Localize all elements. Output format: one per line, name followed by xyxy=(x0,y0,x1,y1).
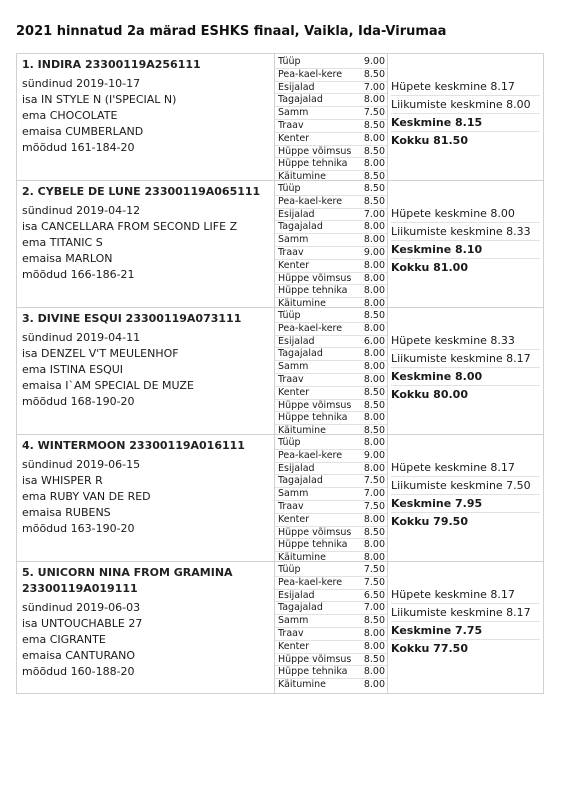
score-row xyxy=(275,628,387,641)
score-value: 8.00 xyxy=(363,412,385,424)
score-value: 7.00 xyxy=(363,488,385,500)
score-value: 8.00 xyxy=(363,132,385,144)
score-label: Hüppe võimsus xyxy=(278,526,352,538)
score-label: Tüüp xyxy=(278,564,301,575)
score-label: Käitumine xyxy=(278,171,327,183)
score-value: 8.00 xyxy=(363,640,385,652)
horse-name: 1. INDIRA 23300119A256111 xyxy=(22,58,201,71)
score-value: 8.50 xyxy=(363,399,385,411)
score-row xyxy=(275,285,387,298)
score-value: 8.00 xyxy=(363,373,385,385)
score-label: Traav xyxy=(278,246,304,258)
score-value: 8.00 xyxy=(363,437,385,448)
score-row xyxy=(275,666,387,679)
score-label: Hüppe võimsus xyxy=(278,145,352,157)
score-label: Hüppe võimsus xyxy=(278,653,352,665)
score-list xyxy=(275,308,388,437)
score-row xyxy=(275,514,387,527)
score-value: 8.50 xyxy=(363,183,385,194)
score-label: Kenter xyxy=(278,386,310,398)
score-label: Tagajalad xyxy=(278,602,323,614)
score-value: 8.00 xyxy=(363,539,385,551)
sire: isa DENZEL V'T MEULENHOF xyxy=(22,347,179,360)
dam-sire: emaisa I`AM SPECIAL DE MUZE xyxy=(22,379,194,392)
movement-average: Liikumiste keskmine 8.17 xyxy=(391,604,540,622)
score-value: 7.50 xyxy=(363,564,385,575)
score-value: 8.00 xyxy=(363,259,385,271)
dam: ema RUBY VAN DE RED xyxy=(22,490,151,503)
score-summary xyxy=(388,54,543,180)
score-summary xyxy=(388,562,543,693)
score-label: Pea-kael-kere xyxy=(278,322,343,334)
score-value: 8.00 xyxy=(363,234,385,246)
score-value: 8.00 xyxy=(363,552,385,564)
score-value: 8.00 xyxy=(363,94,385,106)
horse-name: 3. DIVINE ESQUI 23300119A073111 xyxy=(22,312,242,325)
horse-info xyxy=(17,181,275,307)
jump-average: Hüpete keskmine 8.00 xyxy=(391,205,540,223)
movement-average: Liikumiste keskmine 8.17 xyxy=(391,350,540,368)
score-value: 6.00 xyxy=(363,335,385,347)
movement-average: Liikumiste keskmine 7.50 xyxy=(391,477,540,495)
score-row xyxy=(275,400,387,413)
score-value: 8.50 xyxy=(363,195,385,207)
total-score: Kokku 79.50 xyxy=(391,515,468,528)
entry-row xyxy=(17,181,543,308)
score-value: 8.50 xyxy=(363,425,385,437)
score-value: 8.00 xyxy=(363,361,385,373)
score-row xyxy=(275,133,387,146)
horse-info xyxy=(17,54,275,180)
dam-sire: emaisa MARLON xyxy=(22,252,113,265)
score-row xyxy=(275,602,387,615)
score-label: Traav xyxy=(278,627,304,639)
dam-sire: emaisa RUBENS xyxy=(22,506,111,519)
score-value: 8.50 xyxy=(363,171,385,183)
score-value: 7.50 xyxy=(363,475,385,487)
score-summary xyxy=(388,435,543,561)
score-label: Samm xyxy=(278,361,309,373)
entry-row xyxy=(17,308,543,435)
score-label: Hüppe tehnika xyxy=(278,539,348,551)
birth-date: sündinud 2019-04-11 xyxy=(22,331,141,344)
measurements: mõõdud 160-188-20 xyxy=(22,665,135,678)
score-list xyxy=(275,54,388,183)
birth-date: sündinud 2019-04-12 xyxy=(22,204,141,217)
score-value: 7.50 xyxy=(363,107,385,119)
score-label: Pea-kael-kere xyxy=(278,68,343,80)
score-row xyxy=(275,310,387,323)
score-label: Esijalad xyxy=(278,81,315,93)
overall-average: Keskmine 7.75 xyxy=(391,622,540,640)
score-row xyxy=(275,209,387,222)
score-row xyxy=(275,336,387,349)
score-row xyxy=(275,374,387,387)
measurements: mõõdud 161-184-20 xyxy=(22,141,135,154)
score-value: 8.00 xyxy=(363,666,385,678)
score-row xyxy=(275,348,387,361)
movement-average: Liikumiste keskmine 8.00 xyxy=(391,96,540,114)
score-label: Pea-kael-kere xyxy=(278,576,343,588)
score-label: Pea-kael-kere xyxy=(278,195,343,207)
entry-row xyxy=(17,435,543,562)
score-value: 8.50 xyxy=(363,386,385,398)
total-score: Kokku 81.00 xyxy=(391,261,468,274)
overall-average: Keskmine 8.00 xyxy=(391,368,540,386)
score-value: 8.50 xyxy=(363,145,385,157)
score-value: 7.00 xyxy=(363,208,385,220)
horse-info xyxy=(17,435,275,561)
birth-date: sündinud 2019-10-17 xyxy=(22,77,141,90)
score-label: Samm xyxy=(278,107,309,119)
jump-average: Hüpete keskmine 8.17 xyxy=(391,586,540,604)
measurements: mõõdud 163-190-20 xyxy=(22,522,135,535)
score-label: Kenter xyxy=(278,259,310,271)
score-label: Tagajalad xyxy=(278,348,323,360)
overall-average: Keskmine 8.15 xyxy=(391,114,540,132)
horse-name: 4. WINTERMOON 23300119A016111 xyxy=(22,439,245,452)
score-row xyxy=(275,158,387,171)
score-row xyxy=(275,196,387,209)
horse-info xyxy=(17,562,275,693)
score-value: 8.50 xyxy=(363,615,385,627)
score-label: Tüüp xyxy=(278,437,301,448)
birth-date: sündinud 2019-06-15 xyxy=(22,458,141,471)
score-row xyxy=(275,475,387,488)
score-value: 8.00 xyxy=(363,158,385,170)
score-value: 8.00 xyxy=(363,285,385,297)
results-table xyxy=(16,53,544,694)
score-row xyxy=(275,679,387,691)
score-row xyxy=(275,437,387,450)
score-value: 7.00 xyxy=(363,81,385,93)
sire: isa CANCELLARA FROM SECOND LIFE Z xyxy=(22,220,238,233)
score-label: Käitumine xyxy=(278,552,327,564)
score-label: Kenter xyxy=(278,640,310,652)
movement-average: Liikumiste keskmine 8.33 xyxy=(391,223,540,241)
entry-row xyxy=(17,562,543,693)
score-row xyxy=(275,247,387,260)
score-row xyxy=(275,564,387,577)
score-row xyxy=(275,56,387,69)
score-label: Tagajalad xyxy=(278,94,323,106)
score-value: 8.00 xyxy=(363,322,385,334)
score-label: Esijalad xyxy=(278,208,315,220)
score-list xyxy=(275,181,388,310)
score-value: 9.00 xyxy=(363,56,385,67)
score-value: 8.00 xyxy=(363,679,385,691)
score-value: 7.50 xyxy=(363,576,385,588)
score-label: Esijalad xyxy=(278,335,315,347)
score-summary xyxy=(388,308,543,434)
score-label: Hüppe tehnika xyxy=(278,158,348,170)
sire: isa UNTOUCHABLE 27 xyxy=(22,617,143,630)
score-row xyxy=(275,488,387,501)
score-label: Tüüp xyxy=(278,56,301,67)
score-label: Samm xyxy=(278,488,309,500)
score-summary xyxy=(388,181,543,307)
overall-average: Keskmine 8.10 xyxy=(391,241,540,259)
measurements: mõõdud 166-186-21 xyxy=(22,268,135,281)
score-label: Tüüp xyxy=(278,310,301,321)
score-value: 8.50 xyxy=(363,68,385,80)
total-score: Kokku 80.00 xyxy=(391,388,468,401)
sire: isa WHISPER R xyxy=(22,474,103,487)
score-label: Hüppe võimsus xyxy=(278,399,352,411)
score-row xyxy=(275,221,387,234)
score-label: Käitumine xyxy=(278,425,327,437)
score-value: 8.00 xyxy=(363,348,385,360)
horse-name: 2. CYBELE DE LUNE 23300119A065111 xyxy=(22,185,261,198)
score-row xyxy=(275,450,387,463)
measurements: mõõdud 168-190-20 xyxy=(22,395,135,408)
sire: isa IN STYLE N (I'SPECIAL N) xyxy=(22,93,177,106)
dam-sire: emaisa CUMBERLAND xyxy=(22,125,144,138)
score-value: 8.50 xyxy=(363,653,385,665)
score-row xyxy=(275,82,387,95)
score-label: Kenter xyxy=(278,513,310,525)
score-label: Käitumine xyxy=(278,679,327,691)
score-label: Traav xyxy=(278,119,304,131)
horse-info xyxy=(17,308,275,434)
horse-name: 5. UNICORN NINA FROM GRAMINA 23300119A019111 xyxy=(22,566,233,595)
dam: ema ISTINA ESQUI xyxy=(22,363,124,376)
score-value: 8.50 xyxy=(363,526,385,538)
score-row xyxy=(275,260,387,273)
score-label: Käitumine xyxy=(278,298,327,310)
score-label: Pea-kael-kere xyxy=(278,449,343,461)
score-value: 8.00 xyxy=(363,513,385,525)
score-row xyxy=(275,577,387,590)
score-row xyxy=(275,323,387,336)
score-row xyxy=(275,527,387,540)
total-score: Kokku 81.50 xyxy=(391,134,468,147)
score-label: Esijalad xyxy=(278,589,315,601)
score-value: 8.00 xyxy=(363,627,385,639)
score-value: 8.00 xyxy=(363,272,385,284)
jump-average: Hüpete keskmine 8.33 xyxy=(391,332,540,350)
score-value: 8.50 xyxy=(363,310,385,321)
score-row xyxy=(275,69,387,82)
jump-average: Hüpete keskmine 8.17 xyxy=(391,78,540,96)
dam: ema CHOCOLATE xyxy=(22,109,118,122)
score-row xyxy=(275,463,387,476)
score-row xyxy=(275,234,387,247)
score-label: Samm xyxy=(278,234,309,246)
score-row xyxy=(275,361,387,374)
score-value: 6.50 xyxy=(363,589,385,601)
score-value: 8.00 xyxy=(363,298,385,310)
score-row xyxy=(275,615,387,628)
score-value: 7.50 xyxy=(363,500,385,512)
overall-average: Keskmine 7.95 xyxy=(391,495,540,513)
total-score: Kokku 77.50 xyxy=(391,642,468,655)
birth-date: sündinud 2019-06-03 xyxy=(22,601,141,614)
score-row xyxy=(275,387,387,400)
score-label: Tüüp xyxy=(278,183,301,194)
score-value: 7.00 xyxy=(363,602,385,614)
dam: ema TITANIC S xyxy=(22,236,103,249)
score-row xyxy=(275,273,387,286)
score-value: 8.00 xyxy=(363,221,385,233)
score-label: Hüppe tehnika xyxy=(278,285,348,297)
score-row xyxy=(275,590,387,603)
dam: ema CIGRANTE xyxy=(22,633,106,646)
score-row xyxy=(275,146,387,159)
score-label: Kenter xyxy=(278,132,310,144)
score-label: Esijalad xyxy=(278,462,315,474)
score-value: 9.00 xyxy=(363,449,385,461)
score-label: Tagajalad xyxy=(278,221,323,233)
score-value: 8.00 xyxy=(363,462,385,474)
entry-row xyxy=(17,54,543,181)
score-label: Hüppe võimsus xyxy=(278,272,352,284)
score-row xyxy=(275,539,387,552)
dam-sire: emaisa CANTURANO xyxy=(22,649,136,662)
score-list xyxy=(275,435,388,564)
score-label: Hüppe tehnika xyxy=(278,412,348,424)
score-row xyxy=(275,654,387,667)
score-row xyxy=(275,412,387,425)
score-row xyxy=(275,107,387,120)
score-row xyxy=(275,120,387,133)
score-row xyxy=(275,501,387,514)
score-label: Traav xyxy=(278,500,304,512)
score-list xyxy=(275,562,388,693)
score-label: Hüppe tehnika xyxy=(278,666,348,678)
score-label: Traav xyxy=(278,373,304,385)
score-row xyxy=(275,94,387,107)
score-value: 8.50 xyxy=(363,119,385,131)
score-row xyxy=(275,641,387,654)
score-label: Tagajalad xyxy=(278,475,323,487)
score-label: Samm xyxy=(278,615,309,627)
jump-average: Hüpete keskmine 8.17 xyxy=(391,459,540,477)
score-value: 9.00 xyxy=(363,246,385,258)
score-row xyxy=(275,183,387,196)
page-title: 2021 hinnatud 2a märad ESHKS finaal, Vaikla, Ida-Virumaa xyxy=(16,24,447,39)
